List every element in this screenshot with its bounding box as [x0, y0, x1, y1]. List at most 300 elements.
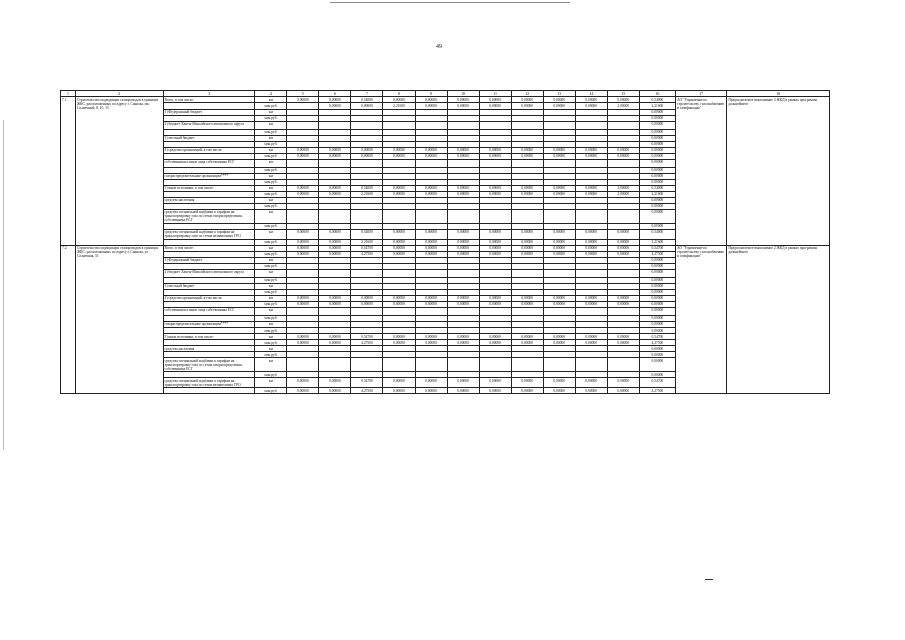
page-number: 49	[436, 44, 442, 50]
value-cell: 4,27500	[351, 388, 383, 394]
value-cell: 0,00000	[479, 245, 511, 251]
row-unit: км	[255, 159, 287, 167]
value-cell: 0,00000	[639, 257, 675, 263]
value-cell: 0,00000	[479, 295, 511, 301]
value-cell	[351, 358, 383, 372]
column-number: 9	[415, 91, 447, 97]
value-cell	[287, 358, 319, 372]
value-cell: 0,00000	[639, 328, 675, 334]
value-cell: 0,00000	[607, 153, 639, 159]
row-unit: км	[255, 147, 287, 153]
value-cell: 0,00000	[639, 358, 675, 372]
row-unit: млн.руб.	[255, 388, 287, 394]
row-unit: км	[255, 185, 287, 191]
value-cell: 0,00000	[447, 97, 479, 103]
value-cell	[575, 358, 607, 372]
value-cell: 0,00000	[351, 295, 383, 301]
value-cell: 0,00000	[639, 147, 675, 153]
row-unit: млн.руб.	[255, 179, 287, 185]
value-cell: 0,00000	[447, 340, 479, 346]
value-cell: 4,27500	[351, 251, 383, 257]
value-cell: 0,00000	[319, 191, 351, 197]
row-label: 3) местный бюджет	[163, 135, 255, 141]
column-number: 2	[75, 91, 163, 97]
value-cell: 0,00000	[383, 378, 415, 388]
value-cell: 0,00000	[415, 340, 447, 346]
value-cell: 0,00000	[639, 109, 675, 115]
value-cell	[543, 269, 575, 277]
value-cell: 0,00000	[319, 301, 351, 307]
value-cell	[543, 307, 575, 315]
value-cell: 0,00000	[287, 153, 319, 159]
value-cell: 0,00000	[607, 295, 639, 301]
value-cell: 0,00000	[287, 97, 319, 103]
value-cell: 0,00000	[575, 295, 607, 301]
value-cell: 0,00000	[319, 97, 351, 103]
value-cell: 0,54000	[351, 97, 383, 103]
value-cell	[575, 269, 607, 277]
value-cell: 0,00000	[639, 307, 675, 315]
value-cell: 0,00000	[415, 185, 447, 191]
value-cell: 0,00000	[447, 251, 479, 257]
value-cell: 0,00000	[639, 153, 675, 159]
value-cell: 0,00000	[543, 378, 575, 388]
row-label: средства специальной надбавки к тарифам на транспортировку газа по сетям газораспределения, собственника ЕСГ	[163, 358, 255, 372]
value-cell	[543, 358, 575, 372]
value-cell	[415, 358, 447, 372]
row-label: Всего, в том числе:	[163, 245, 255, 251]
row-unit: км	[255, 245, 287, 251]
value-cell: 0,00000	[447, 229, 479, 239]
value-cell: 4,27500	[639, 388, 675, 394]
value-cell	[479, 307, 511, 315]
value-cell: 0,00000	[543, 301, 575, 307]
value-cell: 0,00000	[447, 301, 479, 307]
value-cell: 0,00000	[639, 159, 675, 167]
value-cell: 0,00000	[511, 378, 543, 388]
value-cell: 0,00000	[479, 301, 511, 307]
value-cell: 2,21600	[351, 239, 383, 245]
value-cell: 0,00000	[415, 103, 447, 109]
value-cell: 0,00000	[383, 191, 415, 197]
value-cell: 0,00000	[447, 378, 479, 388]
value-cell: 2,21600	[639, 103, 675, 109]
value-cell: 0,00000	[319, 229, 351, 239]
value-cell: 0,00000	[415, 295, 447, 301]
value-cell	[415, 209, 447, 223]
value-cell: 0,00000	[639, 263, 675, 269]
value-cell: 0,00000	[607, 239, 639, 245]
value-cell: 0,00000	[639, 197, 675, 203]
value-cell	[287, 209, 319, 223]
executor-cell: АО "Управление по строительству, газоснабжению и газификации"	[676, 97, 727, 245]
value-cell	[447, 121, 479, 129]
value-cell: 0,00000	[511, 334, 543, 340]
value-cell: 0,00000	[319, 295, 351, 301]
value-cell: 2,21600	[639, 191, 675, 197]
value-cell	[479, 121, 511, 129]
value-cell: 0,54000	[351, 185, 383, 191]
value-cell: 0,00000	[607, 147, 639, 153]
value-cell	[575, 159, 607, 167]
row-label: собственники и иные лица собственника ЕСГ	[163, 159, 255, 167]
value-cell: 2,21600	[639, 239, 675, 245]
value-cell: 0,00000	[575, 378, 607, 388]
value-cell: 0,00000	[383, 340, 415, 346]
value-cell: 0,00000	[511, 185, 543, 191]
row-unit: км	[255, 209, 287, 223]
value-cell: 0,00000	[639, 321, 675, 327]
value-cell: 0,00000	[575, 147, 607, 153]
value-cell: 0,00000	[383, 97, 415, 103]
value-cell: 0,00000	[383, 301, 415, 307]
value-cell: 0,00000	[639, 203, 675, 209]
value-cell: 0,00000	[575, 239, 607, 245]
value-cell	[543, 159, 575, 167]
value-cell: 0,00000	[351, 153, 383, 159]
row-unit: млн.руб.	[255, 315, 287, 321]
value-cell: 0,00000	[511, 97, 543, 103]
value-cell: 0,00000	[639, 223, 675, 229]
value-cell: 0,00000	[447, 191, 479, 197]
value-cell: 0,00000	[383, 229, 415, 239]
row-unit: млн.руб.	[255, 340, 287, 346]
value-cell: 0,00000	[511, 245, 543, 251]
column-number: 17	[676, 91, 727, 97]
row-unit: млн.руб.	[255, 301, 287, 307]
value-cell: 0,00000	[415, 251, 447, 257]
row-unit: км	[255, 358, 287, 372]
value-cell: 0,00000	[479, 229, 511, 239]
value-cell	[319, 358, 351, 372]
row-unit: млн.руб.	[255, 103, 287, 109]
value-cell: 0,00000	[575, 153, 607, 159]
value-cell: 0,00000	[479, 378, 511, 388]
value-cell: 0,00000	[287, 239, 319, 245]
value-cell: 0,00000	[383, 388, 415, 394]
row-label: 1) Федеральный бюджет	[163, 109, 255, 115]
column-number: 3	[163, 91, 255, 97]
value-cell: 0,00000	[639, 269, 675, 277]
value-cell: 0,00000	[511, 388, 543, 394]
value-cell: 0,00000	[287, 251, 319, 257]
value-cell: 0,00000	[511, 191, 543, 197]
value-cell: 0,00000	[639, 315, 675, 321]
column-number: 1	[61, 91, 76, 97]
value-cell: 0,00000	[319, 147, 351, 153]
row-label: газораспределительные организации****	[163, 321, 255, 327]
value-cell: 0,00000	[607, 245, 639, 251]
column-number: 7	[351, 91, 383, 97]
value-cell: 0,00000	[543, 245, 575, 251]
value-cell	[415, 269, 447, 277]
value-cell: 0,00000	[575, 103, 607, 109]
column-number: 18	[727, 91, 830, 97]
value-cell: 0,00000	[319, 245, 351, 251]
value-cell	[479, 269, 511, 277]
row-unit: км	[255, 97, 287, 103]
value-cell: 0,00000	[415, 153, 447, 159]
row-label: собственники и иные лица собственника ЕСГ	[163, 307, 255, 315]
value-cell: 0,00000	[511, 340, 543, 346]
executor-cell: АО "Управление по строительству, газоснабжению и газификации"	[676, 245, 727, 393]
section-number: 7.2.	[61, 245, 76, 393]
value-cell	[319, 307, 351, 315]
value-cell	[511, 358, 543, 372]
top-rule	[330, 2, 570, 3]
value-cell: 0,00000	[415, 239, 447, 245]
value-cell: 0,00000	[575, 185, 607, 191]
value-cell: 0,00000	[383, 251, 415, 257]
value-cell: 0,00000	[607, 378, 639, 388]
value-cell	[319, 159, 351, 167]
value-cell: 0,00000	[479, 153, 511, 159]
value-cell: 0,00000	[639, 121, 675, 129]
row-label: 2) бюджет Ханты-Мансийского автономного округа	[163, 269, 255, 277]
row-label: 4) средства организаций, в том числе:	[163, 295, 255, 301]
column-number: 8	[383, 91, 415, 97]
value-cell: 0,00000	[543, 251, 575, 257]
value-cell: 0,00000	[639, 289, 675, 295]
value-cell: 2,00000	[607, 103, 639, 109]
row-label: средства специальной надбавки к тарифам на транспортировку газа по сетям газораспределения, собственника ЕСГ	[163, 209, 255, 223]
value-cell: 2,00000	[607, 185, 639, 191]
value-cell	[607, 121, 639, 129]
value-cell: 0,00000	[287, 185, 319, 191]
value-cell: 0,00000	[319, 103, 351, 109]
value-cell: 0,54000	[351, 229, 383, 239]
value-cell: 0,00000	[479, 334, 511, 340]
value-cell: 0,00000	[319, 334, 351, 340]
margin-dash	[705, 579, 713, 580]
value-cell	[383, 307, 415, 315]
scan-edge-line	[3, 120, 4, 450]
value-cell: 0,00000	[639, 301, 675, 307]
row-label: средства специальной надбавки к тарифам на транспортировку газа по сетям независимых ГРО	[163, 229, 255, 239]
value-cell: 0,00000	[351, 103, 383, 109]
value-cell: 0,00000	[415, 229, 447, 239]
value-cell: 0,00000	[607, 251, 639, 257]
value-cell: 0,00000	[479, 97, 511, 103]
row-label: 2) бюджет Ханты-Мансийского автономного округа	[163, 121, 255, 129]
value-cell	[351, 269, 383, 277]
value-cell: 0,00000	[319, 153, 351, 159]
value-cell: 0,00000	[607, 97, 639, 103]
value-cell: 0,00000	[447, 245, 479, 251]
value-cell: 0,00000	[639, 277, 675, 283]
value-cell	[575, 307, 607, 315]
row-label: средства населения	[163, 197, 255, 203]
row-label	[163, 388, 255, 394]
value-cell: 4,27500	[351, 340, 383, 346]
value-cell: 0,00000	[479, 251, 511, 257]
value-cell	[575, 121, 607, 129]
value-cell: 0,00000	[479, 340, 511, 346]
value-cell: 0,00000	[319, 378, 351, 388]
value-cell: 0,54700	[639, 334, 675, 340]
value-cell	[319, 121, 351, 129]
value-cell: 0,00000	[511, 153, 543, 159]
row-unit: км	[255, 346, 287, 352]
value-cell: 0,54700	[351, 334, 383, 340]
value-cell	[479, 358, 511, 372]
value-cell: 0,00000	[319, 251, 351, 257]
value-cell	[415, 121, 447, 129]
value-cell	[351, 159, 383, 167]
value-cell: 0,54700	[351, 245, 383, 251]
funding-table	[60, 90, 830, 394]
value-cell: 2,21600	[351, 191, 383, 197]
value-cell: 0,00000	[383, 245, 415, 251]
value-cell	[415, 307, 447, 315]
value-cell	[383, 209, 415, 223]
column-number: 11	[479, 91, 511, 97]
value-cell: 0,00000	[575, 301, 607, 307]
value-cell	[447, 307, 479, 315]
column-number: 12	[511, 91, 543, 97]
value-cell: 0,00000	[543, 388, 575, 394]
value-cell: 0,00000	[511, 103, 543, 109]
value-cell	[447, 209, 479, 223]
value-cell: 0,00000	[607, 388, 639, 394]
value-cell: 0,00000	[479, 388, 511, 394]
row-unit: км	[255, 307, 287, 315]
value-cell	[287, 159, 319, 167]
value-cell: 0,00000	[479, 239, 511, 245]
value-cell: 0,00000	[383, 334, 415, 340]
value-cell: 0,00000	[575, 229, 607, 239]
value-cell: 0,00000	[639, 372, 675, 378]
value-cell: 0,00000	[575, 388, 607, 394]
value-cell: 0,00000	[415, 245, 447, 251]
value-cell: 0,00000	[319, 388, 351, 394]
row-unit: млн.руб.	[255, 263, 287, 269]
section-number: 7.1.	[61, 97, 76, 245]
value-cell	[607, 269, 639, 277]
value-cell: 0,00000	[415, 147, 447, 153]
value-cell: 0,00000	[383, 185, 415, 191]
value-cell: 0,54000	[639, 229, 675, 239]
value-cell: 0,00000	[415, 334, 447, 340]
row-label: 1) Федеральный бюджет	[163, 257, 255, 263]
row-unit: млн.руб.	[255, 129, 287, 135]
value-cell	[383, 269, 415, 277]
value-cell: 0,00000	[639, 173, 675, 179]
row-unit: млн.руб.	[255, 167, 287, 173]
value-cell: 0,00000	[351, 301, 383, 307]
row-label: 4) средства организаций, в том числе:	[163, 147, 255, 153]
value-cell: 0,00000	[543, 191, 575, 197]
value-cell: 0,54700	[351, 378, 383, 388]
value-cell: 0,54700	[639, 378, 675, 388]
value-cell: 0,00000	[287, 191, 319, 197]
row-unit: млн.руб.	[255, 153, 287, 159]
value-cell: 0,00000	[607, 229, 639, 239]
value-cell: 0,00000	[607, 301, 639, 307]
value-cell	[351, 209, 383, 223]
value-cell: 0,00000	[287, 334, 319, 340]
value-cell	[319, 209, 351, 223]
row-unit: млн.руб.	[255, 251, 287, 257]
row-unit: км	[255, 283, 287, 289]
value-cell	[383, 121, 415, 129]
value-cell: 0,00000	[287, 245, 319, 251]
row-unit: км	[255, 321, 287, 327]
row-unit: млн.руб.	[255, 289, 287, 295]
row-unit: км	[255, 109, 287, 115]
row-label: средства населения	[163, 346, 255, 352]
value-cell: 0,00000	[383, 147, 415, 153]
value-cell: 0,00000	[511, 229, 543, 239]
value-cell: 0,00000	[415, 191, 447, 197]
value-cell	[383, 159, 415, 167]
value-cell	[607, 307, 639, 315]
value-cell: 0,00000	[479, 103, 511, 109]
row-unit: км	[255, 229, 287, 239]
value-cell	[575, 209, 607, 223]
value-cell: 0,00000	[383, 153, 415, 159]
row-unit: км	[255, 121, 287, 129]
value-cell: 0,00000	[447, 388, 479, 394]
value-cell	[447, 358, 479, 372]
value-cell	[511, 209, 543, 223]
value-cell	[543, 121, 575, 129]
row-label: газораспределительные организации****	[163, 173, 255, 179]
value-cell: 0,00000	[287, 378, 319, 388]
value-cell: 2,21600	[383, 103, 415, 109]
value-cell: 0,00000	[447, 185, 479, 191]
value-cell: 0,00000	[479, 191, 511, 197]
value-cell	[287, 121, 319, 129]
value-cell: 0,00000	[383, 295, 415, 301]
value-cell: 0,00000	[287, 295, 319, 301]
value-cell: 0,00000	[639, 135, 675, 141]
value-cell: 0,00000	[639, 352, 675, 358]
value-cell: 0,00000	[543, 103, 575, 109]
value-cell: 0,00000	[575, 245, 607, 251]
column-number: 16	[639, 91, 675, 97]
row-unit: млн.руб.	[255, 328, 287, 334]
column-number: 5	[287, 91, 319, 97]
value-cell: 0,00000	[575, 251, 607, 257]
value-cell	[351, 307, 383, 315]
value-cell: 0,00000	[639, 167, 675, 173]
value-cell: 0,00000	[639, 141, 675, 147]
column-number: 13	[543, 91, 575, 97]
value-cell: 0,00000	[287, 301, 319, 307]
value-cell: 0,00000	[319, 239, 351, 245]
row-unit: млн.руб.	[255, 141, 287, 147]
value-cell: 0,00000	[415, 301, 447, 307]
value-cell: 0,54000	[639, 97, 675, 103]
value-cell: 0,00000	[575, 334, 607, 340]
value-cell: 0,00000	[639, 346, 675, 352]
value-cell: 0,00000	[639, 179, 675, 185]
row-unit: млн.руб.	[255, 239, 287, 245]
row-label: 3) местный бюджет	[163, 283, 255, 289]
value-cell	[511, 269, 543, 277]
value-cell: 0,00000	[543, 295, 575, 301]
row-unit: млн.руб.	[255, 277, 287, 283]
value-cell	[607, 209, 639, 223]
value-cell: 0,00000	[639, 209, 675, 223]
value-cell: 0,00000	[319, 185, 351, 191]
value-cell: 0,00000	[543, 229, 575, 239]
value-cell	[351, 121, 383, 129]
value-cell	[287, 307, 319, 315]
column-number: 14	[575, 91, 607, 97]
value-cell	[447, 159, 479, 167]
